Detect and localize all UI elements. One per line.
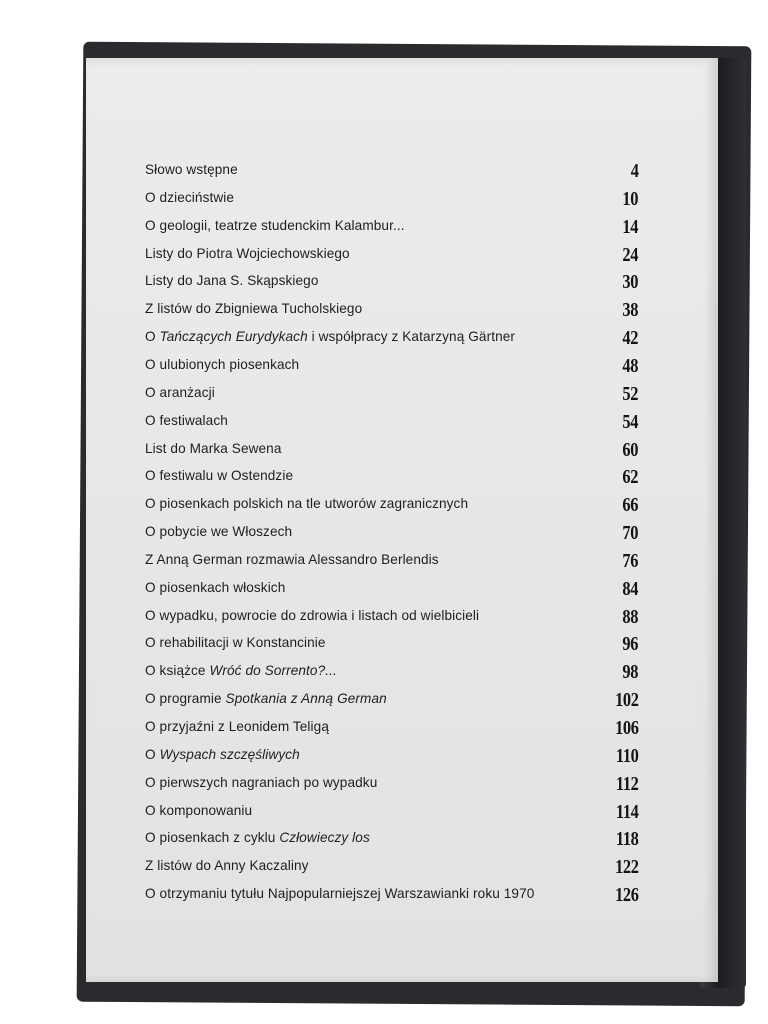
toc-entry — [86, 411, 718, 437]
toc-entry-page-number: 30 — [622, 271, 638, 294]
toc-title-segment: O piosenkach z cyklu — [145, 830, 280, 846]
toc-entry-page-number: 98 — [622, 661, 638, 684]
toc-entry — [86, 466, 718, 492]
toc-entry — [86, 216, 718, 242]
toc-title-segment: O wypadku, powrocie do zdrowia i listach od wielbicieli — [145, 607, 480, 623]
toc-title-segment: O rehabilitacji w Konstancinie — [145, 635, 326, 651]
toc-title-segment: O — [145, 329, 160, 345]
toc-entry — [86, 717, 718, 743]
toc-entry-page-number: 14 — [622, 215, 638, 238]
toc-entry-title — [145, 273, 318, 288]
toc-entry-title — [145, 413, 228, 428]
toc-entry — [86, 244, 718, 270]
toc-title-segment: O piosenkach włoskich — [145, 579, 286, 595]
toc-entry-page-number: 118 — [615, 828, 638, 851]
toc-entry — [86, 689, 718, 715]
toc-entry — [86, 828, 718, 854]
toc-title-segment: O ulubionych piosenkach — [145, 356, 300, 372]
toc-entry-page-number: 4 — [630, 160, 638, 182]
toc-entry-title — [145, 663, 337, 678]
toc-entry-title — [145, 580, 285, 595]
toc-title-italic-segment: Spotkania z Anną German — [225, 691, 387, 707]
toc-entry-title — [145, 218, 405, 233]
toc-entry-title — [145, 719, 329, 734]
toc-title-segment: O pobycie we Włoszech — [145, 524, 293, 540]
toc-title-segment: O przyjaźni z Leonidem Teligą — [145, 719, 329, 734]
toc-entry-title — [145, 747, 300, 762]
toc-entry-title — [145, 357, 299, 372]
toc-entry — [86, 160, 718, 186]
toc-entry-page-number: 102 — [614, 689, 638, 712]
toc-title-segment: O festiwalach — [145, 412, 228, 428]
toc-entry-page-number: 38 — [622, 299, 638, 322]
toc-title-segment: Listy do Piotra Wojciechowskiego — [145, 245, 350, 261]
toc-title-segment: Z listów do Anny Kaczaliny — [145, 858, 309, 874]
toc-title-segment: O otrzymaniu tytułu Najpopularniejszej Warszawianki roku 1970 — [145, 886, 535, 902]
toc-title-italic-segment: Człowieczy los — [279, 830, 370, 846]
toc-entry-title — [145, 803, 252, 818]
toc-title-segment: Z Anną German rozmawia Alessandro Berlendis — [145, 551, 439, 567]
toc-title-segment: O książce — [145, 663, 210, 679]
toc-title-segment: O festiwalu w Ostendzie — [145, 468, 294, 484]
toc-entry-page-number: 96 — [622, 633, 638, 656]
toc-entry-page-number: 60 — [622, 438, 638, 461]
toc-title-segment: O komponowaniu — [145, 802, 253, 818]
toc-entry-title — [145, 468, 293, 483]
toc-entry-page-number: 122 — [614, 856, 638, 879]
toc-entry-page-number: 70 — [622, 522, 638, 545]
toc-entry-title — [145, 608, 479, 623]
toc-entry — [86, 383, 718, 409]
toc-entry-title — [145, 329, 515, 344]
toc-entry-title — [145, 190, 234, 205]
toc-entry-page-number: 66 — [622, 494, 638, 517]
toc-entry — [86, 773, 718, 799]
toc-title-segment: i współpracy z Katarzyną Gärtner — [307, 329, 516, 345]
toc-entry-title — [145, 775, 377, 790]
toc-title-segment: O dzieciństwie — [145, 189, 235, 205]
toc-title-italic-segment: Wróć do Sorrento?... — [209, 663, 337, 679]
toc-entry-title — [145, 301, 362, 316]
toc-entry-page-number: 24 — [622, 243, 638, 266]
toc-entry-title — [145, 886, 534, 901]
toc-title-segment: O programie — [145, 691, 226, 707]
toc-entry — [86, 188, 718, 214]
toc-title-segment: O aranżacji — [145, 384, 215, 400]
book-page — [86, 58, 718, 982]
toc-title-italic-segment: Tańczących Eurydykach — [159, 329, 308, 345]
toc-entry — [86, 439, 718, 465]
toc-entry-page-number: 48 — [622, 354, 638, 377]
toc-entry — [86, 884, 718, 910]
toc-entry — [86, 606, 718, 632]
table-of-contents — [86, 58, 718, 982]
toc-entry-title — [145, 691, 387, 706]
toc-title-segment: O piosenkach polskich na tle utworów zagranicznych — [145, 496, 469, 512]
toc-title-segment: Listy do Jana S. Skąpskiego — [145, 273, 319, 289]
toc-entry-title — [145, 635, 326, 650]
toc-entry-page-number: 110 — [615, 744, 638, 767]
toc-entry-title — [145, 385, 215, 400]
toc-entry-title — [145, 162, 238, 177]
toc-entry — [86, 522, 718, 548]
toc-entry-page-number: 112 — [615, 772, 638, 795]
toc-entry — [86, 327, 718, 353]
toc-entry — [86, 633, 718, 659]
toc-entry-title — [145, 246, 350, 261]
toc-entry-page-number: 76 — [622, 549, 638, 572]
toc-entry-page-number: 114 — [615, 800, 638, 823]
toc-entry — [86, 550, 718, 576]
toc-entry — [86, 578, 718, 604]
toc-entry-title — [145, 858, 309, 873]
toc-entry-page-number: 10 — [622, 187, 638, 210]
toc-title-segment: O geologii, teatrze studenckim Kalambur... — [145, 217, 405, 233]
toc-entry — [86, 271, 718, 297]
toc-entry — [86, 494, 718, 520]
toc-entry-title — [145, 524, 292, 539]
toc-entry-title — [145, 441, 282, 456]
toc-entry-title — [145, 552, 439, 567]
toc-entry-title — [145, 830, 370, 845]
toc-entry-page-number: 42 — [622, 327, 638, 350]
toc-entry — [86, 856, 718, 882]
toc-entry-page-number: 126 — [614, 884, 638, 907]
toc-entry-page-number: 62 — [622, 466, 638, 489]
toc-entry-page-number: 106 — [614, 717, 638, 739]
toc-entry — [86, 355, 718, 381]
toc-title-segment: Z listów do Zbigniewa Tucholskiego — [145, 301, 363, 317]
toc-title-segment: Słowo wstępne — [145, 162, 238, 177]
toc-title-segment: List do Marka Sewena — [145, 440, 282, 456]
toc-title-segment: O — [145, 746, 160, 762]
toc-entry-page-number: 88 — [622, 605, 638, 628]
toc-entry — [86, 661, 718, 687]
toc-entry-title — [145, 496, 468, 511]
toc-entry-page-number: 54 — [622, 410, 638, 433]
toc-entry — [86, 801, 718, 827]
toc-entry-page-number: 52 — [622, 382, 638, 405]
toc-title-segment: O pierwszych nagraniach po wypadku — [145, 774, 378, 790]
toc-entry — [86, 299, 718, 325]
toc-entry — [86, 745, 718, 771]
toc-title-italic-segment: Wyspach szczęśliwych — [159, 746, 300, 762]
toc-entry-page-number: 84 — [622, 577, 638, 600]
